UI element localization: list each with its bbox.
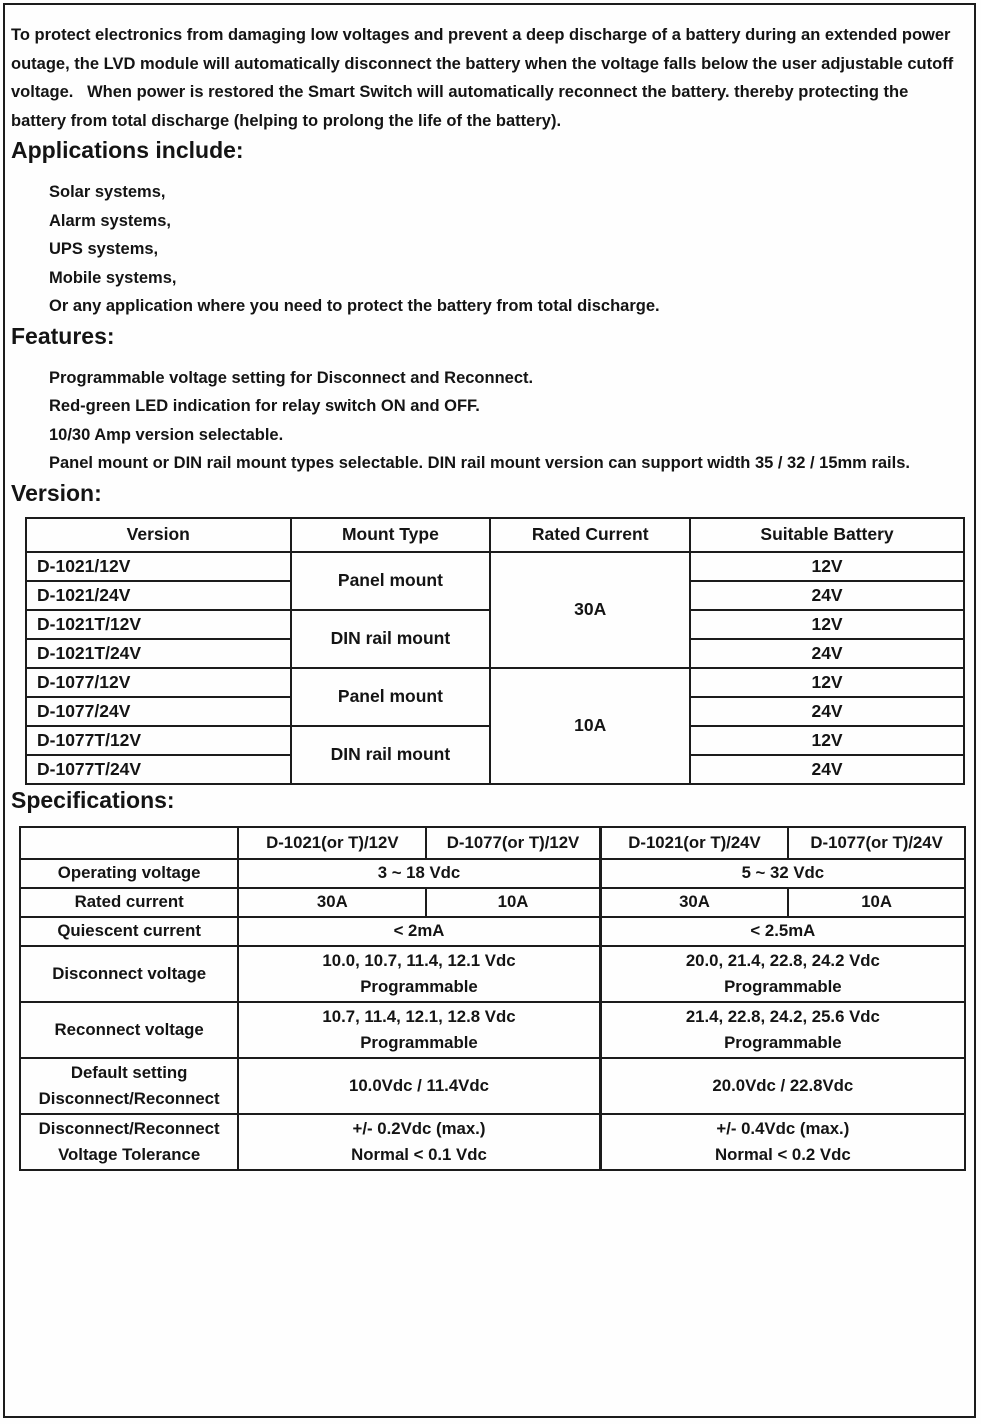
spec-value-line: Programmable <box>360 1032 478 1052</box>
features-heading: Features: <box>11 322 115 349</box>
list-item: Panel mount or DIN rail mount types selectable. DIN rail mount version can support width 35 / 32 / 15mm rails. <box>49 454 910 472</box>
applications-heading: Applications include: <box>11 137 244 163</box>
spec-value-cell <box>600 1114 965 1170</box>
column-header-blank <box>20 827 238 859</box>
spec-value-line: Normal < 0.2 Vdc <box>714 1144 851 1164</box>
battery-cell: 24V <box>690 755 964 784</box>
list-item: Programmable voltage setting for Disconnect and Reconnect. <box>49 368 534 387</box>
spec-label-line: Default setting <box>70 1062 188 1082</box>
column-header-model-3: D-1021(or T)/24V <box>600 827 788 859</box>
spec-value-cell <box>238 946 600 1002</box>
version-cell: D-1077/24V <box>26 697 291 726</box>
spec-value-cell <box>238 1002 600 1058</box>
spec-value-line: 20.0, 21.4, 22.8, 24.2 Vdc <box>685 950 880 970</box>
applications-list <box>11 178 974 321</box>
battery-cell: 24V <box>690 639 964 668</box>
battery-cell: 12V <box>690 726 964 755</box>
battery-cell: 24V <box>690 697 964 726</box>
spec-value-cell: < 2mA <box>238 917 600 946</box>
specifications-table <box>19 826 966 1171</box>
mount-type-cell: Panel mount <box>291 668 491 726</box>
spec-value-line: 21.4, 22.8, 24.2, 25.6 Vdc <box>685 1006 880 1026</box>
spec-value-line: +/- 0.4Vdc (max.) <box>716 1118 850 1138</box>
spec-row-rated-current <box>20 888 965 917</box>
spec-value-cell: 10A <box>426 888 600 917</box>
version-cell: D-1021/12V <box>26 552 291 581</box>
spec-value-line: Programmable <box>724 976 842 996</box>
spec-value-cell <box>238 1114 600 1170</box>
features-list <box>11 364 974 478</box>
column-header-suitable-battery: Suitable Battery <box>690 518 964 552</box>
spec-value-cell: 3 ~ 18 Vdc <box>238 859 600 888</box>
column-header-rated-current: Rated Current <box>490 518 690 552</box>
spec-row-reconnect-voltage <box>20 1002 965 1058</box>
specifications-heading: Specifications: <box>11 786 175 813</box>
version-cell: D-1021T/12V <box>26 610 291 639</box>
spec-value-cell: 20.0Vdc / 22.8Vdc <box>600 1058 965 1114</box>
table-row <box>26 668 964 697</box>
spec-value-cell: 10.0Vdc / 11.4Vdc <box>238 1058 600 1114</box>
column-header-mount-type: Mount Type <box>291 518 491 552</box>
battery-cell: 24V <box>690 581 964 610</box>
version-cell: D-1021T/24V <box>26 639 291 668</box>
column-header-model-2: D-1077(or T)/12V <box>426 827 600 859</box>
spec-value-cell: 30A <box>238 888 426 917</box>
version-cell: D-1021/24V <box>26 581 291 610</box>
intro-paragraph: To protect electronics from damaging low voltages and prevent a deep discharge of a battery during an extended power outage, the LVD module will automatically disconnect the battery when the voltage falls below the user adjustable cutoff voltage. When power is restored the Smart Switch will automatically reconnect the battery. thereby protecting the battery from total discharge (helping to prolong the life of the battery). <box>11 26 958 130</box>
spec-label-line: Disconnect/Reconnect <box>38 1118 220 1138</box>
list-item: Or any application where you need to protect the battery from total discharge. <box>49 297 660 315</box>
spec-value-line: Normal < 0.1 Vdc <box>351 1144 487 1164</box>
list-item: Mobile systems, <box>49 268 177 287</box>
list-item: UPS systems, <box>49 240 159 258</box>
version-cell: D-1077T/24V <box>26 755 291 784</box>
battery-cell: 12V <box>690 610 964 639</box>
list-item: Solar systems, <box>49 183 166 201</box>
spec-value-line: 10.7, 11.4, 12.1, 12.8 Vdc <box>322 1006 516 1026</box>
mount-type-cell: DIN rail mount <box>291 726 491 784</box>
specs-header-row <box>20 827 965 859</box>
mount-type-cell: DIN rail mount <box>291 610 491 668</box>
spec-row-label <box>20 1058 238 1114</box>
spec-row-disconnect-voltage <box>20 946 965 1002</box>
column-header-model-1: D-1021(or T)/12V <box>238 827 426 859</box>
spec-row-quiescent-current <box>20 917 965 946</box>
version-cell: D-1077/12V <box>26 668 291 697</box>
spec-value-line: Programmable <box>724 1032 842 1052</box>
battery-cell: 12V <box>690 552 964 581</box>
spec-value-cell: < 2.5mA <box>600 917 965 946</box>
rated-current-cell: 10A <box>490 668 690 784</box>
spec-label-line: Disconnect/Reconnect <box>38 1088 220 1108</box>
spec-label-line: Voltage Tolerance <box>58 1144 201 1164</box>
version-table-header-row <box>26 518 964 552</box>
rated-current-cell: 30A <box>490 552 690 668</box>
list-item: Alarm systems, <box>49 211 171 230</box>
spec-row-operating-voltage <box>20 859 965 888</box>
spec-value-cell: 5 ~ 32 Vdc <box>600 859 965 888</box>
spec-row-default-setting <box>20 1058 965 1114</box>
spec-row-voltage-tolerance <box>20 1114 965 1170</box>
spec-value-line: Programmable <box>360 976 478 996</box>
table-row <box>26 552 964 581</box>
spec-row-label <box>20 1114 238 1170</box>
list-item: 10/30 Amp version selectable. <box>49 425 284 444</box>
spec-value-cell: 30A <box>600 888 788 917</box>
spec-value-line: 10.0, 10.7, 11.4, 12.1 Vdc <box>322 950 516 970</box>
column-header-model-4: D-1077(or T)/24V <box>788 827 965 859</box>
spec-value-cell: 10A <box>788 888 965 917</box>
version-cell: D-1077T/12V <box>26 726 291 755</box>
spec-row-label: Reconnect voltage <box>20 1002 238 1058</box>
spec-value-cell <box>600 1002 965 1058</box>
column-header-version: Version <box>26 518 291 552</box>
version-heading: Version: <box>11 479 102 506</box>
version-table <box>25 517 965 785</box>
mount-type-cell: Panel mount <box>291 552 491 610</box>
list-item: Red-green LED indication for relay switch ON and OFF. <box>49 397 480 415</box>
page-border <box>3 3 976 1418</box>
spec-value-cell <box>600 946 965 1002</box>
battery-cell: 12V <box>690 668 964 697</box>
spec-row-label: Operating voltage <box>20 859 238 888</box>
spec-row-label: Quiescent current <box>20 917 238 946</box>
spec-row-label: Disconnect voltage <box>20 946 238 1002</box>
spec-row-label: Rated current <box>20 888 238 917</box>
spec-value-line: +/- 0.2Vdc (max.) <box>352 1118 486 1138</box>
